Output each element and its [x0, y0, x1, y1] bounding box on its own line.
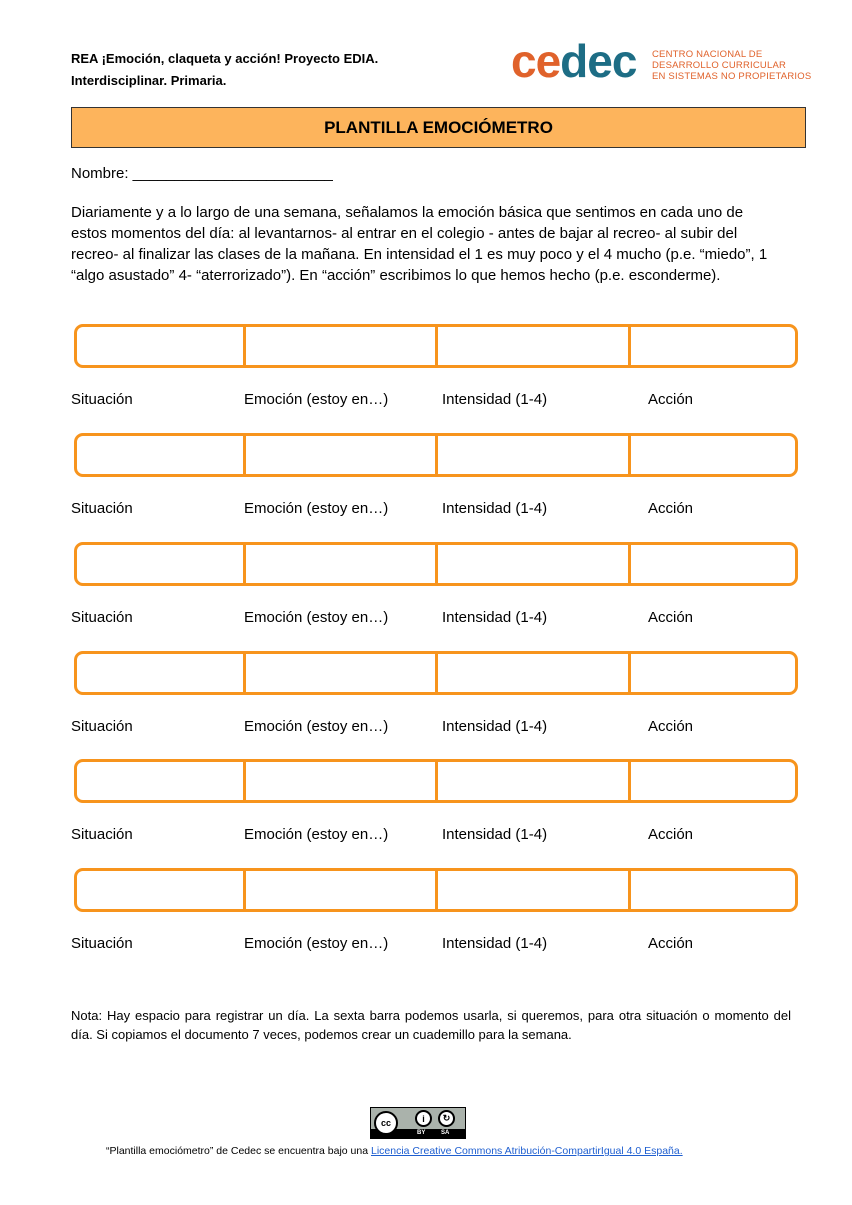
row-label: Situación — [71, 826, 133, 843]
cell-divider — [435, 436, 438, 474]
cell-divider — [628, 762, 631, 800]
document-header — [71, 48, 378, 92]
row-label: Acción — [648, 826, 694, 843]
row-label: Emoción (estoy en…) — [244, 391, 389, 408]
cell-divider — [628, 436, 631, 474]
entry-row-box[interactable] — [74, 324, 798, 368]
row-label: Emoción (estoy en…) — [244, 718, 389, 735]
entry-row-box[interactable] — [74, 651, 798, 695]
cc-license-badge[interactable]: cc i ↻ BY SA — [370, 1107, 466, 1139]
row-label: Intensidad (1-4) — [442, 826, 548, 843]
row-label: Intensidad (1-4) — [442, 391, 548, 408]
entry-row-box[interactable] — [74, 542, 798, 586]
license-link[interactable]: Licencia Creative Commons Atribución-CompartirIgual 4.0 España. — [370, 1145, 683, 1157]
cell-divider — [628, 871, 631, 909]
cell-divider — [628, 545, 631, 583]
row-label: Acción — [648, 935, 694, 952]
share-alike-icon: ↻ — [438, 1110, 455, 1127]
row-label: Intensidad (1-4) — [442, 500, 548, 517]
entry-row-box[interactable] — [74, 759, 798, 803]
cell-divider — [243, 762, 246, 800]
cell-divider — [243, 545, 246, 583]
row-label: Situación — [71, 609, 133, 626]
cell-divider — [435, 327, 438, 365]
row-label: Situación — [71, 718, 133, 735]
row-label: Situación — [71, 935, 133, 952]
header-line-1: REA ¡Emoción, claqueta y acción! Proyecto EDIA. — [71, 51, 379, 66]
entry-row-box[interactable] — [74, 433, 798, 477]
cell-divider — [628, 327, 631, 365]
instructions-paragraph: Diariamente y a lo largo de una semana, señalamos la emoción básica que sentimos en cada uno de estos momentos del día: al levantarnos- al entrar en el colegio - antes de bajar al recreo- al subir del recreo- al finalizar las clases de la mañana. En intensidad el 1 es muy poco y el 4 mucho (p.e. “miedo”, 1 “algo asustado” 4- “aterrorizado”). En “acción” escribimos lo que hemos hecho (p.e. esconderme). — [71, 204, 768, 284]
cc-icon: cc — [374, 1111, 398, 1135]
cell-divider — [243, 327, 246, 365]
row-label: Acción — [648, 718, 694, 735]
cell-divider — [243, 871, 246, 909]
row-label: Emoción (estoy en…) — [244, 935, 389, 952]
cell-divider — [435, 545, 438, 583]
cell-divider — [628, 654, 631, 692]
row-label: Intensidad (1-4) — [442, 718, 548, 735]
row-label: Situación — [71, 500, 133, 517]
name-field[interactable]: Nombre: ________________________ — [71, 165, 333, 182]
row-label: Acción — [648, 609, 694, 626]
row-label: Intensidad (1-4) — [442, 935, 548, 952]
cell-divider — [435, 871, 438, 909]
entry-row-box[interactable] — [74, 868, 798, 912]
row-label: Situación — [71, 391, 133, 408]
license-footer: “Plantilla emociómetro” de Cedec se encuentra bajo una Licencia Creative Commons Atribución-CompartirIgual 4.0 España. — [106, 1145, 683, 1157]
cell-divider — [243, 436, 246, 474]
row-label: Acción — [648, 500, 694, 517]
cell-divider — [435, 654, 438, 692]
cedec-logo: cedec CENTRO NACIONAL DE DESARROLLO CURRICULAR EN SISTEMAS NO PROPIETARIOS — [511, 35, 812, 87]
note-paragraph: Nota: Hay espacio para registrar un día. La sexta barra podemos usarla, si queremos, para otra situación o momento del día. Si copiamos el documento 7 veces, podemos crear un cuademillo para la semana. — [71, 1008, 791, 1042]
row-label: Emoción (estoy en…) — [244, 609, 389, 626]
row-label: Emoción (estoy en…) — [244, 500, 389, 517]
attribution-icon: i — [415, 1110, 432, 1127]
page-title: PLANTILLA EMOCIÓMETRO — [71, 107, 806, 148]
header-line-2: Interdisciplinar. Primaria. — [71, 73, 227, 88]
row-label: Acción — [648, 391, 694, 408]
row-label: Emoción (estoy en…) — [244, 826, 389, 843]
cell-divider — [435, 762, 438, 800]
row-label: Intensidad (1-4) — [442, 609, 548, 626]
cell-divider — [243, 654, 246, 692]
